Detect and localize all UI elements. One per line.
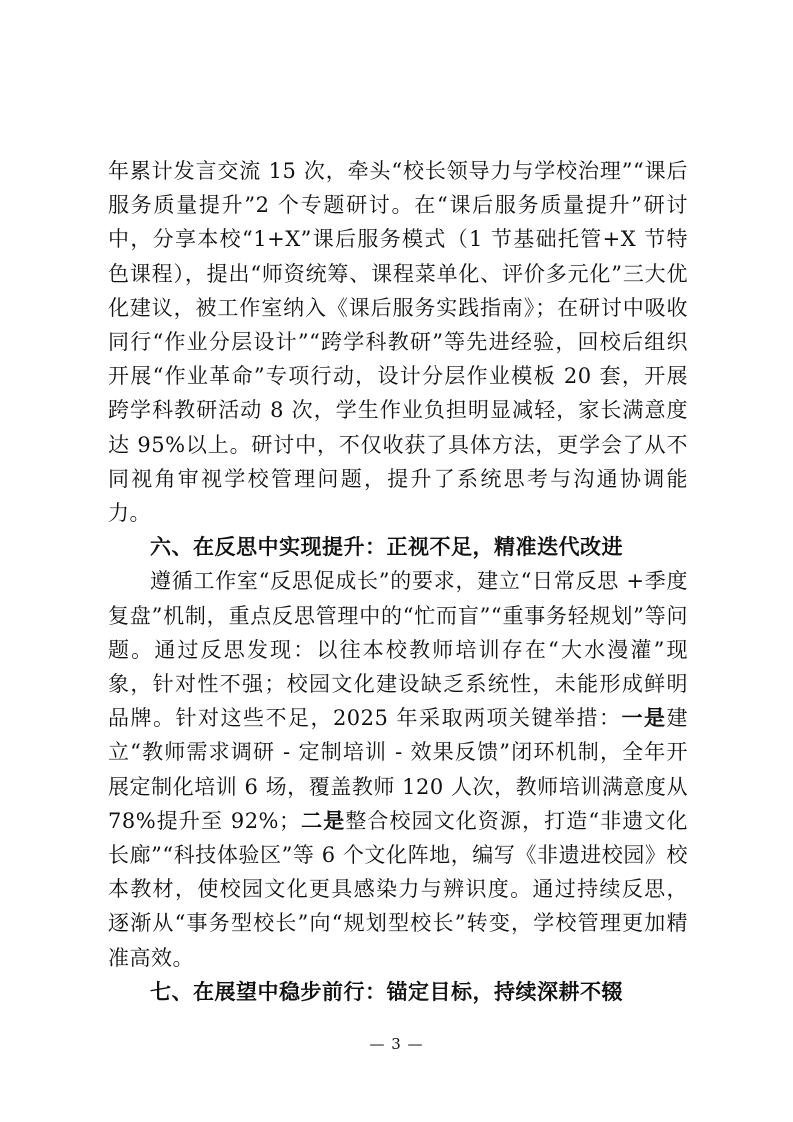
measure-two-label: 二是 xyxy=(300,807,346,833)
reflection-text-intro: 遵循工作室“反思促成长”的要求，建立“日常反思 +季度复盘”机制，重点反思管理中的“忙而盲”“重事务轻规划”等问题。通过反思发现：以往本校教师培训存在“大水漫灌”现象，针对性不强；校园文化建设缺乏系统性，未能形成鲜明品牌。针对这些不足，2025 年采取两项关键举措： xyxy=(108,569,688,731)
paragraph-exchange-summary: 年累计发言交流 15 次，牵头“校长领导力与学校治理”“课后服务质量提升”2 个专题研讨。在“课后服务质量提升”研讨中，分享本校“1+X”课后服务模式（1 节基础托管+X 节特色课程），提出“师资统筹、课程菜单化、评价多元化”三大优化建议，被工作室纳入《课后服务实践指南》；在研讨中吸收同行“作业分层设计”“跨学科教研”等先进经验，回校后组织开展“作业革命”专项行动，设计分层作业模板 20 套，开展跨学科教研活动 8 次，学生作业负担明显减轻，家长满意度达 95%以上。研讨中，不仅收获了具体方法，更学会了从不同视角审视学校管理问题，提升了系统思考与沟通协调能力。 xyxy=(108,159,688,526)
section-heading-7: 七、在展望中稳步前行：锚定目标，持续深耕不辍 xyxy=(150,978,623,1004)
document-body xyxy=(108,154,688,1009)
page-number: — 3 — xyxy=(369,1035,424,1053)
reflection-text-measure-one: 建立“教师需求调研 - 定制培训 - 效果反馈”闭环机制，全年开展定制化培训 6 场，覆盖教师 120 人次，教师培训满意度从 78%提升至 92%； xyxy=(108,706,689,833)
paragraph-reflection xyxy=(108,564,688,974)
measure-one-label: 一是 xyxy=(621,705,667,731)
reflection-text-measure-two: 整合校园文化资源，打造“非遗文化长廊”“科技体验区”等 6 个文化阵地，编写《非遗进校园》校本教材，使校园文化更具感染力与辨识度。通过持续反思，逐渐从“事务型校长”向“规划型校长”转变，学校管理更加精准高效。 xyxy=(108,808,688,970)
section-heading-6: 六、在反思中实现提升：正视不足，精准迭代改进 xyxy=(150,534,623,560)
